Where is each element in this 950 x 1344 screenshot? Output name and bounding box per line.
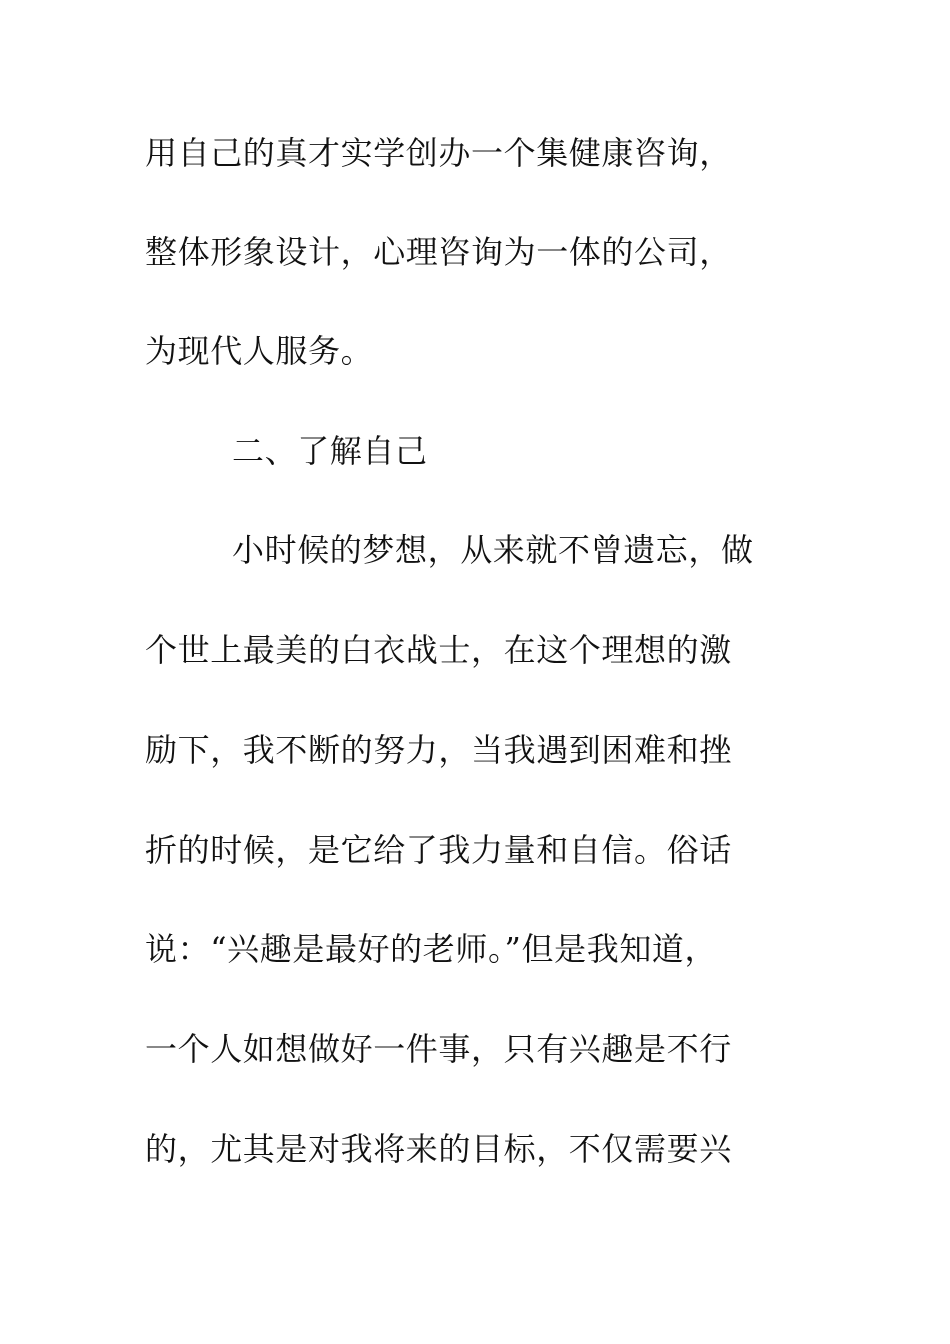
- paragraph-line: 为现代人服务。: [145, 332, 374, 370]
- paragraph-line: 折的时候，是它给了我力量和自信。俗话: [145, 831, 732, 869]
- paragraph-first-line: 小时候的梦想，从来就不曾遗忘，做: [232, 531, 754, 569]
- paragraph-line: 整体形象设计，心理咨询为一体的公司，: [145, 233, 732, 271]
- paragraph-line: 个世上最美的白衣战士，在这个理想的激: [145, 631, 732, 669]
- paragraph-line: 说：“兴趣是最好的老师。”但是我知道，: [145, 930, 718, 968]
- paragraph-line: 用自己的真才实学创办一个集健康咨询，: [145, 134, 732, 172]
- paragraph-line: 励下，我不断的努力，当我遇到困难和挫: [145, 731, 732, 769]
- paragraph-line: 的，尤其是对我将来的目标，不仅需要兴: [145, 1130, 732, 1168]
- section-heading: 二、了解自己: [232, 432, 428, 470]
- paragraph-line: 一个人如想做好一件事，只有兴趣是不行: [145, 1030, 732, 1068]
